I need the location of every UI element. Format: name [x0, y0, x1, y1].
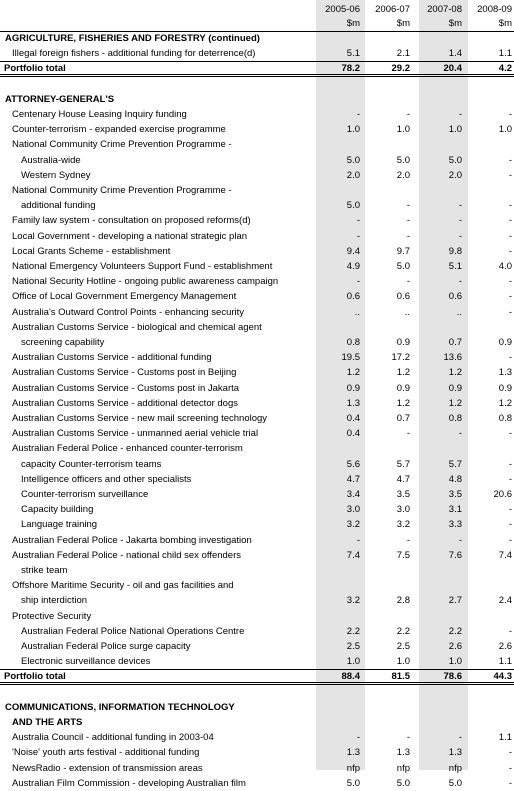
header-year: 2005-06 — [325, 4, 360, 15]
cell-value-2008-09: - — [508, 747, 512, 759]
section-heading-row — [0, 700, 514, 715]
cell-value-2008-09: 4.0 — [498, 261, 512, 272]
cell-value-2007-08: 0.6 — [448, 291, 462, 303]
row-label: ship interdiction — [21, 595, 88, 607]
cell-value-2005-06: 9.4 — [346, 245, 360, 257]
cell-value-2006-07: - — [406, 215, 410, 227]
cell-value-2005-06: 3.2 — [346, 519, 360, 531]
cell-value-2007-08: 1.4 — [448, 48, 462, 60]
cell-value-2005-06: 5.6 — [346, 458, 360, 470]
cell-value-2008-09: 2.4 — [498, 595, 512, 607]
cell-value-2008-09: - — [508, 291, 512, 303]
cell-value-2006-07: 4.7 — [396, 473, 410, 485]
table-row — [0, 153, 514, 168]
row-label: capacity Counter-terrorism teams — [21, 458, 162, 470]
cell-value-2008-09: 1.1 — [498, 732, 512, 744]
cell-value-2008-09: 20.6 — [493, 489, 512, 500]
cell-value-2007-08: - — [458, 732, 462, 744]
cell-value-2005-06: 1.3 — [346, 747, 360, 759]
cell-value-2005-06: 1.2 — [346, 367, 360, 379]
row-label: Australian Customs Service - additional funding — [12, 352, 212, 364]
table-row — [0, 411, 514, 426]
cell-value-2005-06: 0.6 — [346, 291, 360, 303]
cell-value-2006-07: - — [406, 276, 410, 288]
cell-value-2006-07: 29.2 — [391, 63, 410, 75]
cell-value-2007-08: 0.7 — [448, 337, 462, 348]
cell-value-2007-08: 1.2 — [448, 367, 462, 379]
cell-value-2006-07: 1.2 — [396, 367, 410, 379]
cell-value-2005-06: 0.4 — [346, 413, 360, 424]
cell-value-2005-06: - — [356, 276, 360, 288]
cell-value-2007-08: 1.0 — [448, 124, 462, 136]
cell-value-2005-06: 5.1 — [346, 48, 360, 60]
cell-value-2005-06: - — [356, 732, 360, 744]
cell-value-2005-06: 4.9 — [346, 261, 360, 272]
row-label: Australian Federal Police - Jakarta bombing investigation — [12, 534, 252, 546]
row-label: Intelligence officers and other specialists — [21, 473, 192, 485]
spacer-row — [0, 77, 514, 92]
cell-value-2005-06: 19.5 — [341, 352, 360, 364]
cell-value-2005-06: .. — [354, 306, 360, 318]
cell-value-2008-09: - — [508, 200, 512, 212]
cell-value-2006-07: 5.0 — [396, 777, 410, 789]
table-row — [0, 168, 514, 183]
cell-value-2006-07: 17.2 — [391, 352, 410, 364]
row-label: screening capability — [21, 337, 105, 348]
row-label: Australian Federal Police - enhanced counter-terrorism — [12, 443, 243, 455]
cell-value-2005-06: 4.7 — [346, 473, 360, 485]
cell-value-2008-09: 1.0 — [498, 124, 512, 136]
cell-value-2006-07: 3.2 — [396, 519, 410, 531]
cell-value-2007-08: - — [458, 428, 462, 440]
row-label: Protective Security — [12, 610, 92, 622]
table-row — [0, 320, 514, 335]
row-label: NewsRadio - extension of transmission areas — [12, 762, 203, 774]
row-label: Australian Federal Police surge capacity — [21, 641, 191, 652]
cell-value-2008-09: - — [508, 306, 512, 318]
cell-value-2007-08: nfp — [448, 762, 462, 774]
cell-value-2007-08: 3.5 — [448, 489, 462, 500]
header-unit: $m — [346, 18, 360, 29]
cell-value-2007-08: 3.1 — [448, 504, 462, 516]
cell-value-2007-08: 2.2 — [448, 625, 462, 637]
table-row — [0, 213, 514, 228]
table-row — [0, 381, 514, 396]
cell-value-2007-08: - — [458, 215, 462, 227]
header-year-row — [0, 2, 514, 17]
section-heading-row — [0, 92, 514, 107]
row-label: 'Noise' youth arts festival - additional funding — [12, 747, 200, 759]
row-label: Centenary House Leasing Inquiry funding — [12, 109, 187, 120]
cell-value-2007-08: 13.6 — [443, 352, 462, 364]
header-year: 2007-08 — [427, 4, 462, 15]
row-label: Australian Federal Police National Operations Centre — [21, 625, 245, 637]
table-row — [0, 426, 514, 441]
row-label: Language training — [21, 519, 98, 531]
cell-value-2006-07: 2.8 — [396, 595, 410, 607]
cell-value-2006-07: 1.0 — [396, 656, 410, 668]
table-row — [0, 229, 514, 244]
cell-value-2008-09: 1.3 — [498, 367, 512, 379]
cell-value-2005-06: 0.9 — [346, 382, 360, 394]
cell-value-2006-07: - — [406, 732, 410, 744]
header-unit: $m — [396, 18, 410, 29]
row-label: AGRICULTURE, FISHERIES AND FORESTRY (continued) — [5, 33, 260, 44]
table-row — [0, 183, 514, 198]
cell-value-2008-09: 1.2 — [498, 397, 512, 409]
cell-value-2008-09: 1.1 — [498, 48, 512, 60]
table-row — [0, 259, 514, 274]
cell-value-2006-07: 0.6 — [396, 291, 410, 303]
cell-value-2006-07: 2.1 — [396, 48, 410, 60]
cell-value-2008-09: 0.9 — [498, 337, 512, 348]
cell-value-2007-08: 5.0 — [448, 777, 462, 789]
cell-value-2008-09: 7.4 — [498, 549, 512, 561]
cell-value-2007-08: 2.7 — [448, 595, 462, 607]
header-unit-row — [0, 16, 514, 31]
cell-value-2008-09: - — [508, 230, 512, 242]
cell-value-2005-06: nfp — [346, 762, 360, 774]
row-label: Portfolio total — [4, 63, 66, 75]
cell-value-2008-09: - — [508, 473, 512, 485]
cell-value-2008-09: - — [508, 458, 512, 470]
cell-value-2006-07: nfp — [396, 762, 410, 774]
row-label: Australian Customs Service - Customs post in Beijing — [12, 367, 237, 379]
table-row — [0, 472, 514, 487]
cell-value-2006-07: 3.5 — [396, 489, 410, 500]
row-label: Australian Customs Service - new mail screening technology — [12, 413, 268, 424]
cell-value-2008-09: - — [508, 245, 512, 257]
cell-value-2008-09: - — [508, 428, 512, 440]
cell-value-2007-08: - — [458, 230, 462, 242]
cell-value-2005-06: 1.0 — [346, 656, 360, 668]
cell-value-2005-06: 5.0 — [346, 154, 360, 166]
row-label: Local Grants Scheme - establishment — [12, 245, 171, 257]
table-row — [0, 137, 514, 152]
cell-value-2008-09: 0.8 — [498, 413, 512, 424]
row-label: Western Sydney — [21, 169, 91, 181]
cell-value-2006-07: - — [406, 109, 410, 120]
cell-value-2005-06: 3.0 — [346, 504, 360, 516]
cell-value-2007-08: 1.2 — [448, 397, 462, 409]
row-label: strike team — [21, 565, 68, 576]
table-row — [0, 487, 514, 502]
cell-value-2006-07: - — [406, 230, 410, 242]
header-year: 2006-07 — [375, 4, 410, 15]
table-row — [0, 548, 514, 563]
row-label: National Security Hotline - ongoing public awareness campaign — [12, 276, 279, 288]
cell-value-2005-06: 5.0 — [346, 777, 360, 789]
cell-value-2008-09: - — [508, 352, 512, 364]
cell-value-2006-07: 0.9 — [396, 337, 410, 348]
table-row — [0, 639, 514, 654]
row-label: additional funding — [21, 200, 96, 212]
cell-value-2008-09: 1.1 — [498, 656, 512, 668]
row-label: Local Government - developing a national strategic plan — [12, 230, 248, 242]
cell-value-2006-07: 2.0 — [396, 169, 410, 181]
cell-value-2007-08: .. — [456, 306, 462, 318]
cell-value-2006-07: 5.0 — [396, 261, 410, 272]
cell-value-2006-07: 0.9 — [396, 382, 410, 394]
row-label: National Community Crime Prevention Programme - — [12, 185, 232, 196]
cell-value-2007-08: 7.6 — [448, 549, 462, 561]
cell-value-2007-08: - — [458, 534, 462, 546]
table-row — [0, 517, 514, 532]
row-label: ATTORNEY-GENERAL'S — [5, 93, 115, 105]
table-row — [0, 244, 514, 259]
row-label: Counter-terrorism - expanded exercise programme — [12, 124, 226, 136]
cell-value-2007-08: 5.7 — [448, 458, 462, 470]
cell-value-2008-09: - — [508, 215, 512, 227]
cell-value-2007-08: 4.8 — [448, 473, 462, 485]
cell-value-2008-09: - — [508, 154, 512, 166]
cell-value-2006-07: 2.2 — [396, 625, 410, 637]
table-row — [0, 107, 514, 122]
cell-value-2006-07: - — [406, 428, 410, 440]
cell-value-2008-09: - — [508, 504, 512, 516]
row-label: National Emergency Volunteers Support Fund - establishment — [12, 261, 273, 272]
cell-value-2006-07: 7.5 — [396, 549, 410, 561]
cell-value-2007-08: 1.0 — [448, 656, 462, 668]
cell-value-2007-08: 0.8 — [448, 413, 462, 424]
cell-value-2007-08: 2.6 — [448, 641, 462, 652]
cell-value-2006-07: 5.7 — [396, 458, 410, 470]
section-heading-row — [0, 31, 514, 46]
row-label: Australian Customs Service - additional detector dogs — [12, 397, 239, 409]
table-row — [0, 441, 514, 456]
cell-value-2005-06: - — [356, 215, 360, 227]
table-row — [0, 593, 514, 608]
cell-value-2006-07: 1.2 — [396, 397, 410, 409]
cell-value-2007-08: 20.4 — [443, 63, 462, 75]
table-row — [0, 624, 514, 639]
cell-value-2006-07: - — [406, 200, 410, 212]
cell-value-2006-07: 2.5 — [396, 641, 410, 652]
cell-value-2005-06: 1.3 — [346, 397, 360, 409]
cell-value-2006-07: 3.0 — [396, 504, 410, 516]
header-unit: $m — [448, 18, 462, 29]
cell-value-2006-07: 0.7 — [396, 413, 410, 424]
cell-value-2008-09: - — [508, 762, 512, 774]
cell-value-2007-08: 0.9 — [448, 382, 462, 394]
cell-value-2007-08: 5.1 — [448, 261, 462, 272]
row-label: Illegal foreign fishers - additional funding for deterrence(d) — [12, 48, 256, 60]
table-row — [0, 396, 514, 411]
table-row — [0, 745, 514, 760]
cell-value-2005-06: 2.5 — [346, 641, 360, 652]
row-label: Australian Federal Police - national child sex offenders — [12, 549, 242, 561]
cell-value-2005-06: 0.4 — [346, 428, 360, 440]
row-label: Australia Council - additional funding in 2003-04 — [12, 732, 214, 744]
row-label: Australia-wide — [21, 154, 81, 166]
table-row — [0, 457, 514, 472]
cell-value-2005-06: 88.4 — [341, 671, 360, 683]
table-row — [0, 533, 514, 548]
cell-value-2005-06: - — [356, 534, 360, 546]
section-heading-row — [0, 715, 514, 730]
cell-value-2008-09: - — [508, 169, 512, 181]
cell-value-2008-09: 44.3 — [493, 671, 512, 683]
table-row — [0, 335, 514, 350]
cell-value-2005-06: 3.2 — [346, 595, 360, 607]
cell-value-2007-08: 78.6 — [443, 671, 462, 683]
row-label: Family law system - consultation on proposed reforms(d) — [12, 215, 251, 227]
row-label: Office of Local Government Emergency Management — [12, 291, 237, 303]
cell-value-2007-08: - — [458, 276, 462, 288]
table-row — [0, 502, 514, 517]
table-row — [0, 198, 514, 213]
row-label: Counter-terrorism surveillance — [21, 489, 149, 500]
cell-value-2007-08: - — [458, 200, 462, 212]
cell-value-2008-09: - — [508, 109, 512, 120]
table-row — [0, 46, 514, 61]
cell-value-2006-07: 1.3 — [396, 747, 410, 759]
cell-value-2005-06: 7.4 — [346, 549, 360, 561]
cell-value-2008-09: 4.2 — [498, 63, 512, 75]
table-row — [0, 563, 514, 578]
row-label: Australian Film Commission - developing Australian film — [12, 777, 246, 789]
row-label: Australia's Outward Control Points - enhancing security — [12, 306, 245, 318]
cell-value-2006-07: 5.0 — [396, 154, 410, 166]
cell-value-2008-09: - — [508, 534, 512, 546]
table-row — [0, 609, 514, 624]
table-row — [0, 305, 514, 320]
table-row — [0, 350, 514, 365]
cell-value-2005-06: 5.0 — [346, 200, 360, 212]
row-label: Offshore Maritime Security - oil and gas facilities and — [12, 580, 234, 592]
row-label: Capacity building — [21, 504, 94, 516]
header-unit: $m — [498, 18, 512, 29]
cell-value-2005-06: 78.2 — [341, 63, 360, 75]
table-row — [0, 289, 514, 304]
table-row — [0, 274, 514, 289]
cell-value-2008-09: - — [508, 276, 512, 288]
cell-value-2005-06: - — [356, 230, 360, 242]
table-row — [0, 776, 514, 791]
cell-value-2008-09: 2.6 — [498, 641, 512, 652]
total-top-rule — [0, 61, 514, 62]
table-row — [0, 730, 514, 745]
row-label: Australian Customs Service - biological and chemical agent — [12, 321, 262, 333]
row-label: COMMUNICATIONS, INFORMATION TECHNOLOGY — [5, 701, 235, 713]
cell-value-2006-07: 1.0 — [396, 124, 410, 136]
row-label: Australian Customs Service - Customs post in Jakarta — [12, 382, 240, 394]
cell-value-2007-08: 5.0 — [448, 154, 462, 166]
cell-value-2007-08: 1.3 — [448, 747, 462, 759]
header-year: 2008-09 — [477, 4, 512, 15]
cell-value-2005-06: 1.0 — [346, 124, 360, 136]
cell-value-2007-08: 2.0 — [448, 169, 462, 181]
table-row — [0, 365, 514, 380]
cell-value-2006-07: .. — [404, 306, 410, 318]
cell-value-2005-06: 2.2 — [346, 625, 360, 637]
row-label: Portfolio total — [4, 671, 66, 683]
cell-value-2005-06: 3.4 — [346, 489, 360, 500]
cell-value-2005-06: 2.0 — [346, 169, 360, 181]
table-row — [0, 122, 514, 137]
cell-value-2007-08: 3.3 — [448, 519, 462, 531]
cell-value-2006-07: 9.7 — [396, 245, 410, 257]
cell-value-2008-09: - — [508, 777, 512, 789]
table-row — [0, 761, 514, 776]
spacer-row — [0, 685, 514, 700]
cell-value-2006-07: 81.5 — [391, 671, 410, 683]
cell-value-2008-09: 0.9 — [498, 382, 512, 394]
row-label: Australian Customs Service - unmanned aerial vehicle trial — [12, 428, 259, 440]
total-top-rule — [0, 669, 514, 670]
table-row — [0, 654, 514, 669]
table-row — [0, 578, 514, 593]
cell-value-2007-08: - — [458, 109, 462, 120]
cell-value-2008-09: - — [508, 625, 512, 637]
cell-value-2008-09: - — [508, 519, 512, 531]
cell-value-2005-06: - — [356, 109, 360, 120]
row-label: Electronic surveillance devices — [21, 656, 151, 668]
cell-value-2006-07: - — [406, 534, 410, 546]
cell-value-2007-08: 9.8 — [448, 245, 462, 257]
row-label: AND THE ARTS — [12, 717, 83, 728]
row-label: National Community Crime Prevention Programme - — [12, 139, 232, 151]
cell-value-2005-06: 0.8 — [346, 337, 360, 348]
